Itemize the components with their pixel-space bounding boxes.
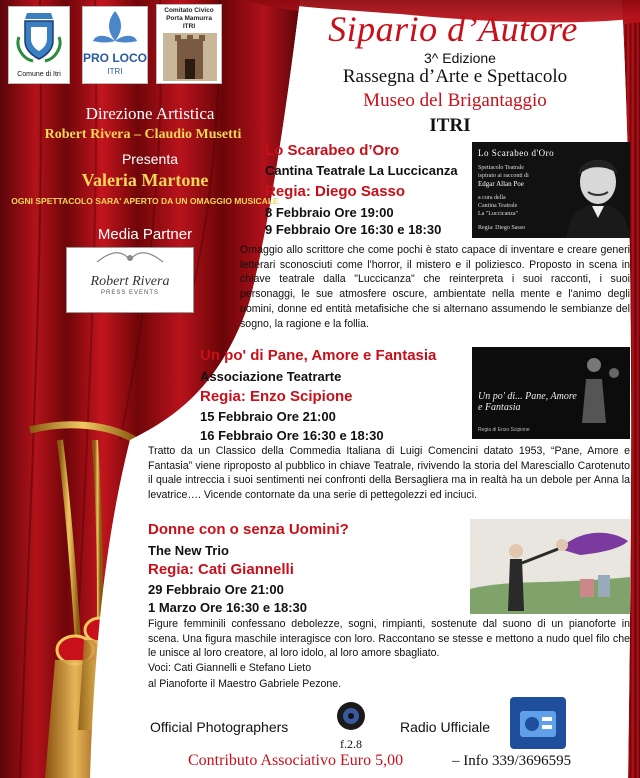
comitato-line3: ITRI — [182, 23, 196, 30]
omaggio-note: OGNI SPETTACOLO SARA' APERTO DA UN OMAGGIO MUSICALE — [11, 196, 279, 206]
show2-company: Associazione Teatrarte — [200, 369, 342, 384]
show1-poster — [472, 142, 630, 238]
edition-label: 3^ Edizione — [424, 50, 496, 66]
show1-date2: 9 Febbraio Ore 16:30 e 18:30 — [265, 222, 442, 237]
show3-title: Donne con o senza Uomini? — [148, 521, 349, 538]
poster1-author: Edgar Allan Poe — [478, 180, 524, 188]
comitato-line1: Comitato Civico — [164, 7, 214, 14]
show2-date2: 16 Febbraio Ore 16:30 e 18:30 — [200, 428, 384, 443]
city-name: ITRI — [429, 115, 471, 136]
poster2-title: Un po' di... Pane, Amore e Fantasia — [478, 391, 577, 413]
show1-company: Cantina Teatrale La Luccicanza — [265, 163, 458, 178]
presenter-name: Valeria Martone — [81, 170, 209, 190]
official-photographers-label: Official Photographers — [150, 719, 289, 735]
partner-name: Robert Rivera — [90, 274, 170, 289]
event-title: Sipario d’Autore — [328, 9, 578, 49]
media-partner-logo — [66, 247, 194, 313]
poster1-regia: Regia: Diego Sasso — [478, 225, 525, 231]
comune-caption: Comune di Itri — [17, 71, 61, 78]
radio-logo — [510, 697, 566, 749]
show1-title: Lo Scarabeo d’Oro — [265, 142, 400, 159]
poe-portrait — [560, 148, 630, 238]
show2-regia: Regia: Enzo Scipione — [200, 388, 353, 405]
photographer-logo — [330, 699, 372, 749]
direzione-names: Robert Rivera – Claudio Musetti — [44, 127, 242, 142]
partner-sub: PRESS EVENTS — [100, 290, 159, 296]
event-subtitle: Rassegna d’Arte e Spettacolo — [342, 66, 568, 87]
show2-description: Tratto da un Classico della Commedia Italiana di Luigi Comencini datato 1953, “Pane, Amore e Fantasia” viene riproposto al pubblico in chiave Teatrale, rivivendo la storia del Maresciallo Carotenuto il quale intreccia i suoi sentimenti nei confronti della Bersagliera ma in realtà ha un debole per Anna la levatrice…. Vicende contornate da una serie di pettegolezzi ed inciuci. — [148, 445, 630, 502]
contribution-label: Contributo Associativo Euro 5,00 — [188, 752, 404, 769]
show3-date2: 1 Marzo Ore 16:30 e 18:30 — [148, 600, 307, 615]
show1-regia: Regia: Diego Sasso — [265, 183, 406, 200]
poster1-line3: a cura della — [478, 195, 506, 201]
show1-date1: 8 Febbraio Ore 19:00 — [265, 205, 394, 220]
coat-of-arms-icon — [9, 7, 69, 67]
radio-ufficiale-label: Radio Ufficiale — [400, 719, 491, 735]
show2-title: Un po' di Pane, Amore e Fantasia — [200, 347, 437, 364]
direzione-label: Direzione Artistica — [85, 104, 215, 123]
comitato-line2: Porta Mamurra — [166, 15, 212, 22]
ornament-icon — [67, 248, 193, 270]
fleur-icon — [85, 7, 145, 49]
radio-icon — [510, 697, 566, 749]
info-phone: – Info 339/3696595 — [452, 753, 572, 769]
tower-icon — [163, 33, 217, 81]
photographer-logo-text: f.2.8 — [340, 737, 362, 751]
show3-regia: Regia: Cati Giannelli — [148, 561, 294, 578]
poster1-line2: ispirato ai racconti di — [478, 173, 529, 179]
proloco-logo — [82, 6, 148, 84]
presenta-label: Presenta — [121, 151, 179, 167]
proloco-name: PRO LOCO — [83, 51, 148, 65]
poster1-line4: Cantina Teatrale — [478, 203, 518, 209]
show3-description: Figure femminili confessano debolezze, sogni, rimpianti, sostenute dal suono di un pianoforte in scena. Una figura maschile interagisce con loro. Raccontano se stesse e mettono a nudo quel filo che le unisce al loro creatore, al loro idolo, al loro amore sbagliato. — [148, 618, 630, 660]
poster1-line5: La "Luccicanza" — [478, 211, 519, 217]
show3-artwork — [470, 519, 630, 614]
comitato-logo — [156, 4, 222, 84]
poster1-line1: Spettacolo Teatrale — [478, 165, 524, 171]
venue-name: Museo del Brigantaggio — [363, 90, 547, 111]
show2-date1: 15 Febbraio Ore 21:00 — [200, 409, 336, 424]
proloco-city: ITRI — [107, 67, 123, 76]
show2-poster — [472, 347, 630, 439]
show3-company: The New Trio — [148, 543, 229, 558]
chagall-painting-illustration — [470, 519, 630, 614]
comune-logo — [8, 6, 70, 84]
camera-lens-icon — [330, 699, 372, 733]
show3-date1: 29 Febbraio Ore 21:00 — [148, 582, 284, 597]
poster1-title: Lo Scarabeo d'Oro — [478, 148, 555, 158]
show1-description: Omaggio allo scrittore che come pochi è stato capace di inventare e creare generi letterari sconosciuti come l'horror, il mistero e il poliziesco. Proposto in scena in chiave teatrale dalla "Luccicanza" che reinterpreta i suoi racconti, i suoi personaggi, le sue atmosfere oscure, ambientate nella mente e l'animo degli uomini, donne ed entità metafisiche che si alternano assumendo le sembianze del sogno, la ragione e la follia. — [240, 244, 630, 330]
show3-piano: al Pianoforte il Maestro Gabriele Pezone. — [148, 678, 342, 690]
poster2-regia: Regia di Enzo Scipione — [478, 427, 530, 433]
media-partner-label: Media Partner — [97, 226, 193, 243]
show3-voci: Voci: Cati Giannelli e Stefano Lieto — [148, 662, 312, 674]
